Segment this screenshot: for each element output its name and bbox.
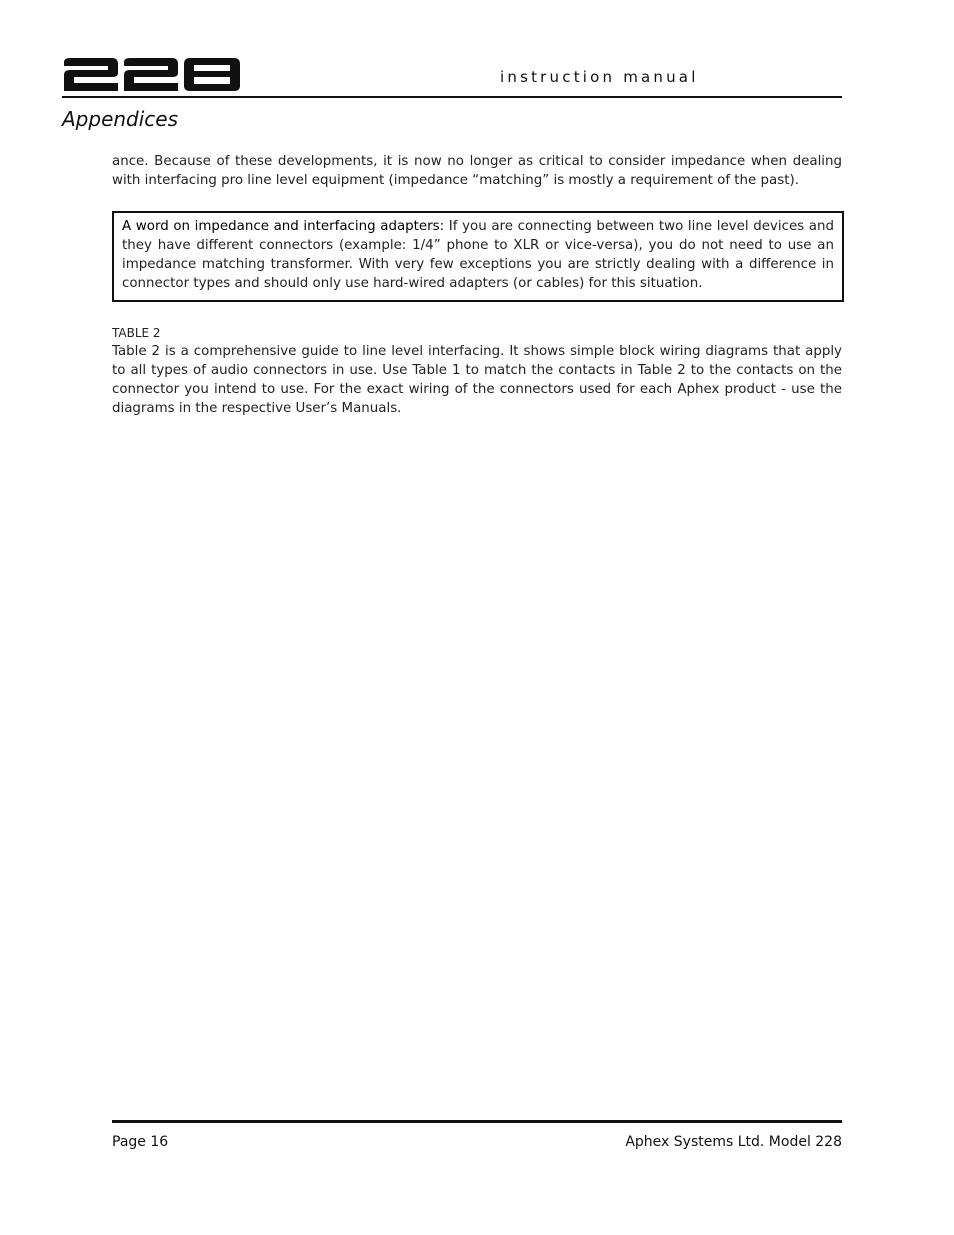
logo-228-graphic [62,56,242,94]
section-title: Appendices [62,107,179,131]
logo-digit-2b [124,58,178,91]
logo-digit-2a [64,58,118,91]
footer-divider [112,1120,842,1123]
page-number: Page 16 [112,1134,169,1150]
note-body: If you are connecting between two line level devices and they have different connectors (example: 1/4” phone to XLR or vice-versa), you do not need to use an impedance matching transformer. With very few exceptions you are strictly dealing with a difference in connector types and should only use hard-wired adapters (or cables) for this situation. [122,219,834,291]
paragraph-continuation: ance. Because of these developments, it is now no longer as critical to consider impedance when dealing with interfacing pro line level equipment (impedance “matching” is mostly a requirement of the past). [112,154,842,188]
note-lead: A word on impedance and interfacing adapters: [122,219,445,234]
header-divider [62,96,842,98]
note-box [112,211,844,302]
footer-company: Aphex Systems Ltd. Model 228 [625,1134,842,1150]
model-logo [62,56,242,94]
table-description: Table 2 is a comprehensive guide to line level interfacing. It shows simple block wiring diagrams that apply to all types of audio connectors in use. Use Table 1 to match the contacts in Table 2 to the contacts on the connector you intend to use. For the exact wiring of the connectors used for each Aphex product - use the diagrams in the respective User’s Manuals. [112,344,842,416]
header-title: instruction manual [500,68,699,86]
table-heading: TABLE 2 [112,326,161,340]
logo-digit-8 [184,58,240,91]
